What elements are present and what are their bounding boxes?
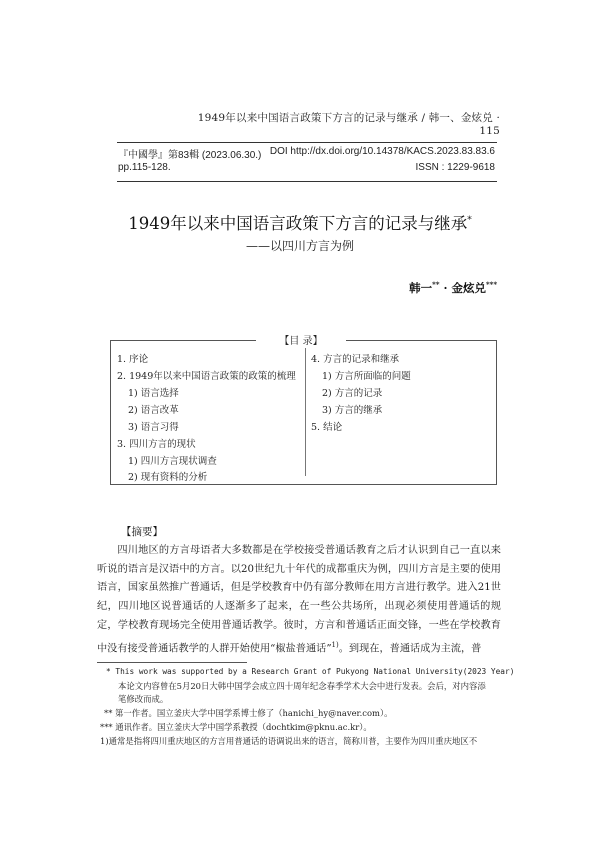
abstract-text-cont: 。到现在，普通话成为主流，普 bbox=[338, 642, 482, 654]
toc-item[interactable]: 2) 语言改革 bbox=[128, 405, 179, 416]
publication-info bbox=[117, 142, 497, 182]
abstract-paragraph bbox=[97, 542, 501, 659]
author-separator: · bbox=[439, 281, 452, 295]
author-line bbox=[300, 280, 497, 296]
footnote-rule bbox=[97, 662, 247, 663]
toc-item[interactable]: 5. 结论 bbox=[311, 422, 343, 433]
issn: ISSN : 1229-9618 bbox=[415, 162, 495, 173]
toc-heading: 【目 录】 bbox=[256, 332, 346, 347]
toc-item[interactable]: 3) 方言的继承 bbox=[322, 405, 383, 416]
author-1: 韩一 bbox=[409, 281, 433, 295]
abstract-label: 【摘要】 bbox=[121, 526, 163, 538]
doi-link[interactable]: DOI http://dx.doi.org/10.14378/KACS.2023.83.83.6 bbox=[269, 146, 495, 157]
toc-item[interactable]: 3) 语言习得 bbox=[128, 422, 179, 433]
toc-divider bbox=[305, 348, 306, 476]
footnote-first-author: ** 第一作者。国立釜庆大学中国学系博士修了（hanichi_hy@naver.com）。 bbox=[104, 708, 393, 718]
footnote-funding: * This work was supported by a Research Grant of Pukyong National University(2023 Year) bbox=[106, 667, 515, 676]
toc-item[interactable]: 2. 1949年以来中国语言政策的政策的梳理 bbox=[117, 371, 296, 382]
toc-item[interactable]: 1) 方言所面临的问题 bbox=[322, 371, 411, 382]
footnote-1: 1)通常是指将四川重庆地区的方言用普通话的语调说出来的语言，简称川普，主要作为四川重庆地区不 bbox=[100, 736, 478, 746]
footnote-corresponding-author: *** 通讯作者。国立釜庆大学中国学系教授（dochtkim@pknu.ac.kr）。 bbox=[100, 722, 372, 732]
page-range: pp.115-128. bbox=[118, 162, 171, 173]
paper-subtitle: ——以四川方言为例 bbox=[245, 239, 354, 253]
toc-item[interactable]: 1) 四川方言现状调查 bbox=[128, 456, 217, 467]
toc-item[interactable]: 2) 现有资料的分析 bbox=[128, 472, 208, 483]
journal-citation: 『中國學』第83輯 (2023.06.30.) bbox=[118, 150, 262, 161]
author-2: 金炫兑 bbox=[451, 281, 487, 295]
paper-title bbox=[100, 210, 500, 234]
abstract-text: 四川地区的方言母语者大多数都是在学校接受普通话教育之后才认识到自己一直以来听说的语言是汉语中的方言。以20世纪九十年代的成都重庆为例，四川方言是主要的使用语言，国家虽然推广普通话，但是学校教育中仍有部分教师在用方言进行教学。进入21世纪，四川地区说普通话的人逐渐多了起来，在一些公共场所，出现必须使用普通话的规定，学校教育现场完全使用普通话教学。彼时，方言和普通话正面交锋，一些在学校教育中没有接受普通话教学的人群开始使用“椒盐普通话” bbox=[97, 545, 501, 654]
footnote-ref-1[interactable]: 1) bbox=[331, 640, 339, 649]
toc-item[interactable]: 1) 语言选择 bbox=[128, 388, 179, 399]
toc-item[interactable]: 3. 四川方言的现状 bbox=[117, 439, 196, 450]
paper-title-text: 1949年以来中国语言政策下方言的记录与继承 bbox=[128, 214, 468, 233]
toc-item[interactable]: 1. 序论 bbox=[117, 354, 149, 365]
toc-item[interactable]: 4. 方言的记录和继承 bbox=[311, 354, 400, 365]
footnote-presentation: 本论文内容曾在5月20日大韩中国学会成立四十周年纪念春季学术大会中进行发表。会后，对内容添 bbox=[118, 681, 486, 691]
footnote-presentation-cont: 笔修改而成。 bbox=[118, 694, 169, 704]
running-header: 1949年以来中国语言政策下方言的记录与继承 / 韩一、金炫兑 · 115 bbox=[197, 112, 500, 137]
author-2-mark[interactable]: *** bbox=[486, 280, 497, 290]
author-1-mark[interactable]: ** bbox=[432, 280, 440, 290]
title-footnote-mark[interactable]: * bbox=[467, 215, 472, 226]
toc-item[interactable]: 2) 方言的记录 bbox=[322, 388, 383, 399]
